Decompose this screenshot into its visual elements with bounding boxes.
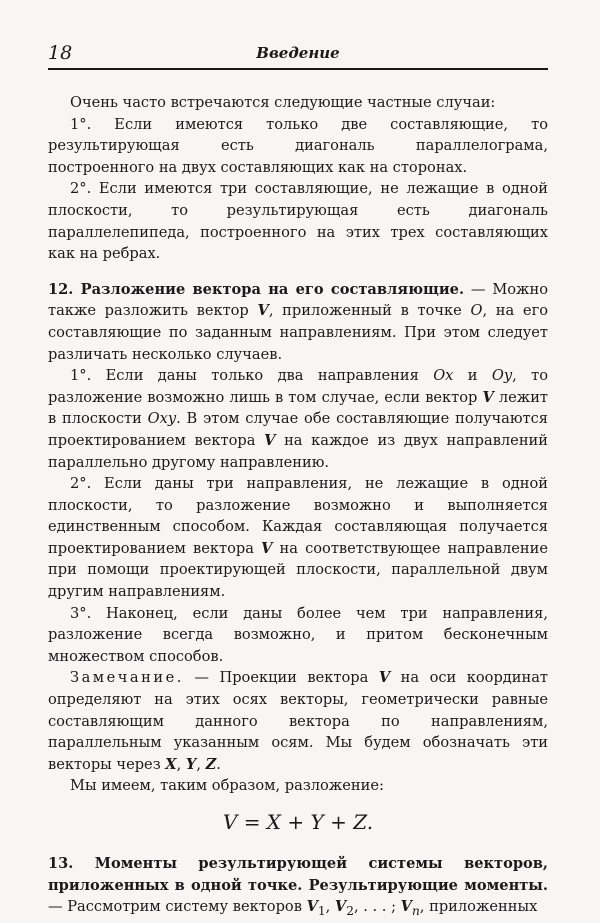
section-12-paragraph: 12. Разложение вектора на его составляющие. — Можно также разложить вектор V, приложенный в точке O, на его составляющие по заданным направлениям. При этом следует различать несколько случаев. (48, 280, 549, 363)
vector-symbol: V (257, 302, 269, 320)
paragraph-case-1: 1°. Если даны только два направления Ox и Oy, то разложение возможно лишь в том случае, если вектор V лежит в плоскости Oxy. В этом случае обе составляющие получаются проектированием вектора V на каждое из двух направлений параллельно другому направлению. (48, 367, 548, 471)
running-title: Введение (256, 44, 340, 62)
decomposition-formula: V = X + Y + Z. (222, 810, 374, 834)
section-13-heading: 13. Моменты результирующей системы векторов, приложенных в одной точке. Результирующие моменты. (48, 855, 548, 894)
section-12-heading: 12. Разложение вектора на его составляющие. (48, 280, 465, 298)
page-header (48, 42, 548, 70)
paragraph-remark: Замечание. — Проекции вектора V на оси координат определяют на этих осях векторы, геометрически равные составляющим данного вектора по направлениям, параллельным указанным осям. Мы будем обозначать эти векторы через X, Y, Z. (48, 669, 549, 773)
section-13-paragraph: 13. Моменты результирующей системы векторов, приложенных в одной точке. Результирующие моменты. — Рассмотрим систему векторов $V_1$, $V_2$, . . . ; $V_n$, приложенных (48, 855, 548, 919)
paragraph-intro: Очень часто встречаются следующие частные случаи: (70, 94, 496, 111)
paragraph-case-three-components: 2°. Если имеются три составляющие, не лежащие в одной плоскости, то результирующая есть диагональ параллелепипеда, построенного на этих трех составляющих как на ребрах. (48, 180, 548, 263)
point-symbol: O (470, 302, 483, 320)
page-body (48, 92, 548, 923)
paragraph-case-2: 2°. Если даны три направления, не лежащие в одной плоскости, то разложение возможно и выполняется единственным способом. Каждая составляющая получается проектированием вектора V на соответствующее направление при помощи проектирующей плоскости, параллельной двум другим направлениям. (48, 475, 548, 601)
page-number: 18 (48, 42, 73, 64)
remark-label: Замечание. (70, 669, 184, 687)
paragraph-conclusion: Мы имеем, таким образом, разложение: (70, 777, 384, 795)
paragraph-case-two-components: 1°. Если имеются только две составляющие, то результирующая есть диагональ параллелограма, построенного на двух составляющих как на сторонах. (48, 115, 548, 176)
paragraph-case-3: 3°. Наконец, если даны более чем три направления, разложение всегда возможно, и притом бесконечным множеством способов. (48, 604, 548, 665)
header-rule (48, 68, 548, 70)
